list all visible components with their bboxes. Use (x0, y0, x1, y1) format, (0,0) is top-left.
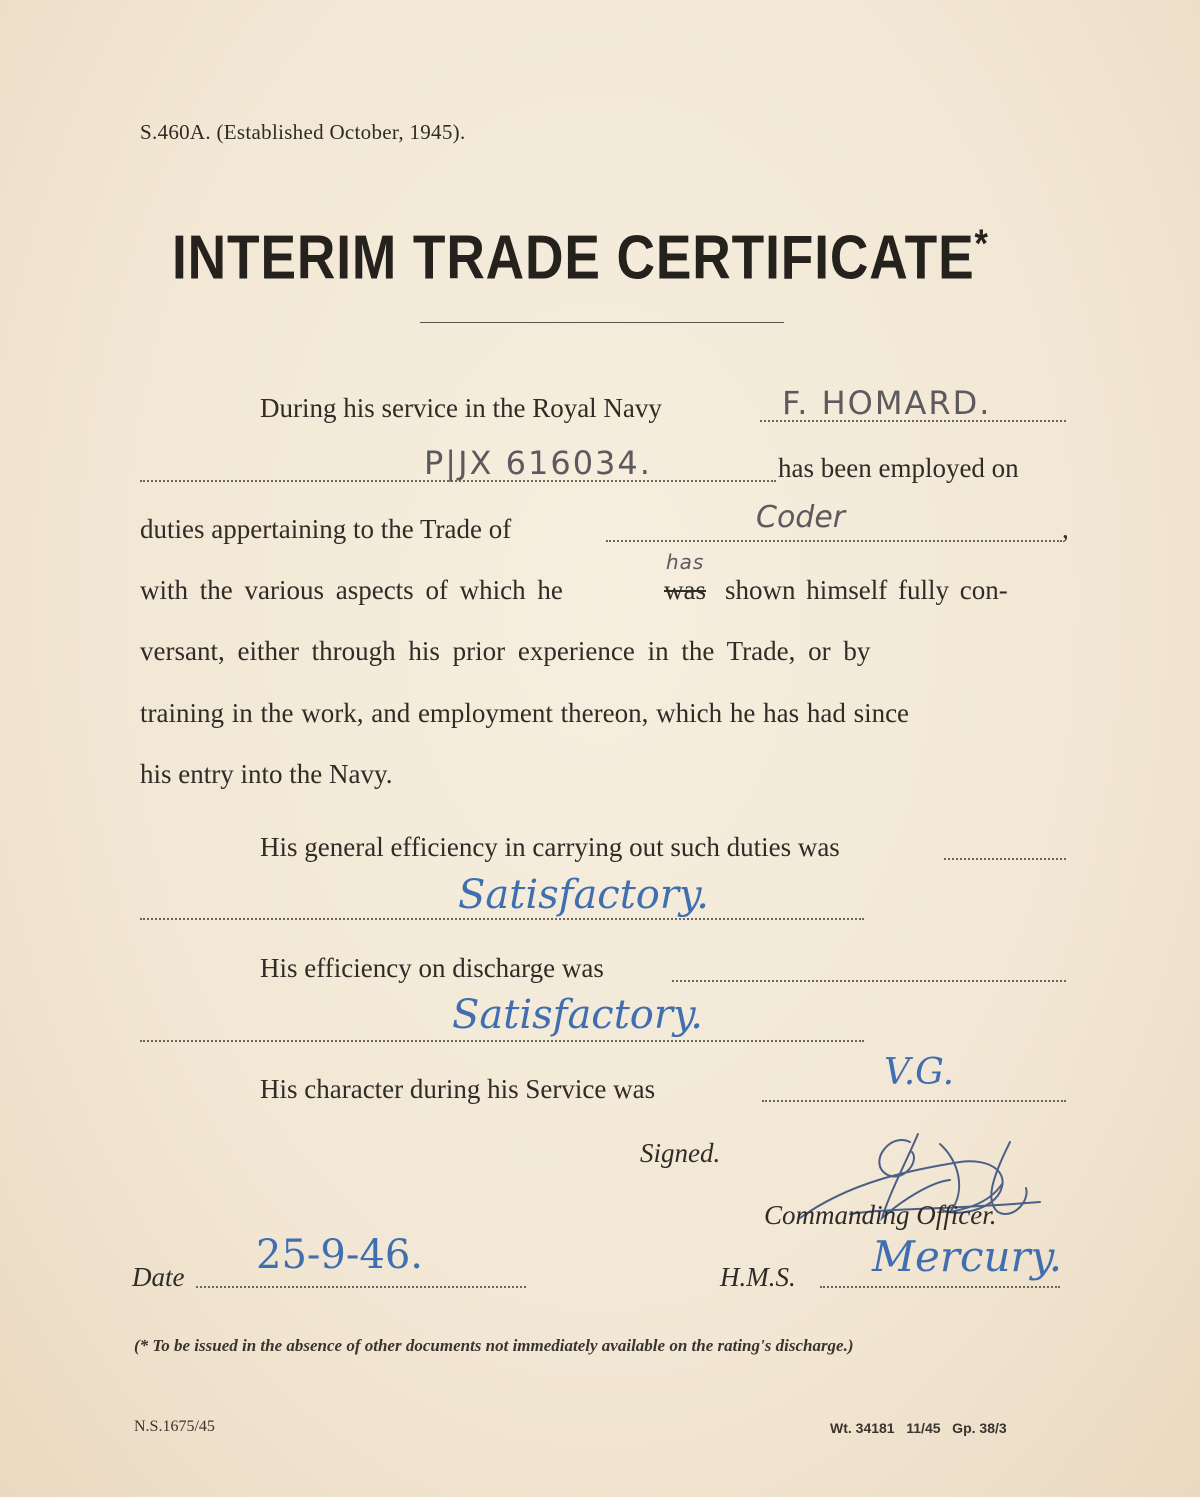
trade-label: duties appertaining to the Trade of (140, 514, 512, 544)
discharge-label: His efficiency on discharge was (260, 953, 604, 983)
title-rule (420, 322, 784, 323)
date-value: 25-9-46. (256, 1232, 423, 1278)
trade-dotted-line (606, 540, 1062, 542)
title-asterisk: * (974, 222, 989, 266)
body-line-6: training in the work, and employment thereon, which he has had since (140, 698, 910, 728)
general-efficiency-dots-a (944, 858, 1066, 860)
body-line-7: his entry into the Navy. (140, 759, 393, 789)
discharge-value: Satisfactory. (452, 992, 703, 1038)
service-line-label: During his service in the Royal Navy (260, 393, 662, 423)
discharge-dots-a (672, 980, 1066, 982)
general-efficiency-dots-b (140, 918, 864, 920)
commanding-officer-label: Commanding Officer. (764, 1200, 997, 1230)
print-code: Wt. 34181 11/45 Gp. 38/3 (830, 1420, 1007, 1436)
hms-dots (820, 1286, 1060, 1288)
ns-number: N.S.1675/45 (134, 1418, 215, 1435)
title-text: INTERIM TRADE CERTIFICATE (172, 223, 975, 293)
character-dots (762, 1100, 1066, 1102)
certificate-title (172, 222, 989, 294)
struck-word: was (664, 575, 706, 605)
date-dots (196, 1286, 526, 1288)
date-label: Date (132, 1262, 185, 1292)
general-efficiency-label: His general efficiency in carrying out such duties was (260, 832, 840, 862)
official-number: P|JX 616034. (424, 444, 652, 482)
hms-value: Mercury. (872, 1232, 1063, 1281)
general-efficiency-value: Satisfactory. (458, 872, 709, 918)
employed-text: has been employed on (778, 453, 1019, 483)
hms-label: H.M.S. (720, 1262, 796, 1292)
aspects-text-b: shown himself fully con- (725, 575, 1008, 605)
trade-value: Coder (756, 500, 846, 535)
footnote: (* To be issued in the absence of other documents not immediately available on the rating's discharge.) (134, 1336, 854, 1355)
character-value: V.G. (884, 1052, 955, 1093)
character-label: His character during his Service was (260, 1074, 656, 1104)
form-reference: S.460A. (Established October, 1945). (140, 120, 466, 144)
aspects-text-a: with the various aspects of which he (140, 575, 563, 605)
inserted-word: has (666, 550, 705, 574)
rating-name: F. HOMARD. (782, 384, 992, 422)
trade-comma: , (1062, 514, 1069, 544)
discharge-dots-b (140, 1040, 864, 1042)
body-line-5: versant, either through his prior experience in the Trade, or by (140, 636, 871, 666)
signed-label: Signed. (640, 1138, 721, 1168)
